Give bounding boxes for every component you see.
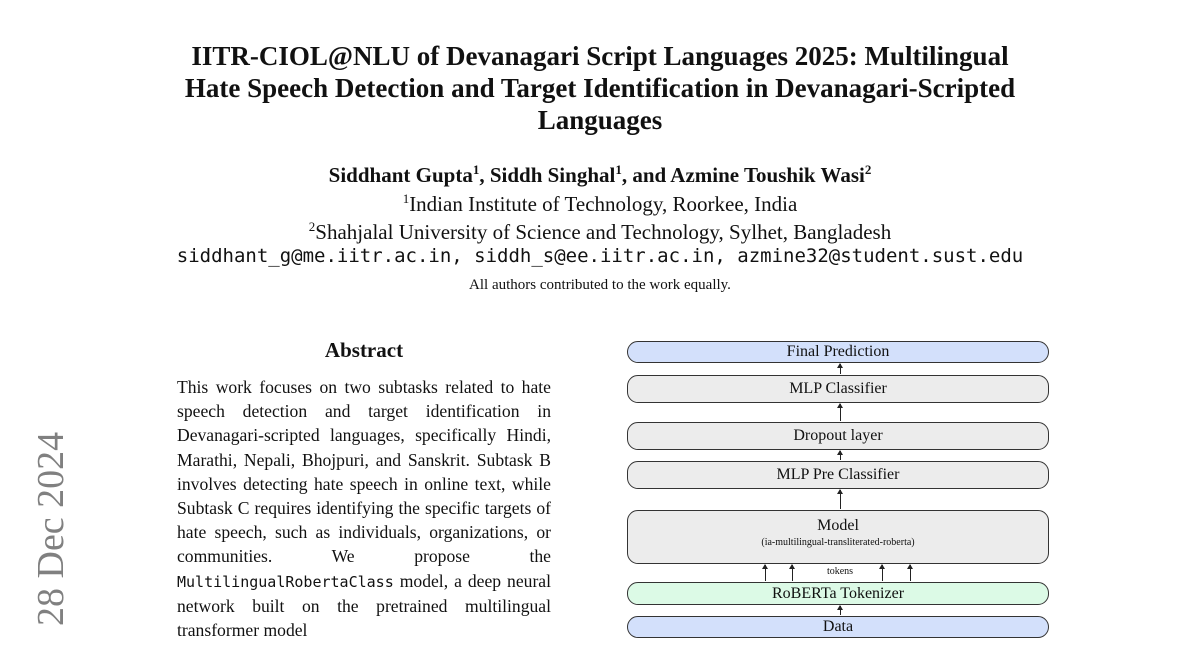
author-name: Azmine Toushik Wasi <box>670 163 865 187</box>
model-subtitle: (ia-multilingual-transliterated-roberta) <box>761 537 915 548</box>
abstract-text: model, a deep neural network built on the pretrained multilingual transformer model <box>177 570 551 641</box>
affiliation-mark: 2 <box>308 219 316 234</box>
arrow <box>840 451 841 460</box>
author-affiliation-mark: 1 <box>472 162 480 177</box>
abstract-body <box>177 375 551 642</box>
abstract-text: This work focuses on two subtasks related to hate speech detection and target identification in Devanagari-scripted languages, specifically Hindi, Marathi, Nepali, Bhojpuri, and Sanskrit. Subtask B involves detecting hate speech in online text, while Subtask C requires identifying the specific targets of hate speech, such as individuals, organizations, or communities. We propose the <box>177 377 551 567</box>
author-separator: , <box>479 163 490 187</box>
mlp-classifier-box: MLP Classifier <box>627 375 1049 403</box>
title-line-2: Hate Speech Detection and Target Identification in Devanagari-Scripted <box>184 73 1016 103</box>
arxiv-date-stamp: 28 Dec 2024 <box>30 431 72 626</box>
model-box <box>627 510 1049 564</box>
data-box: Data <box>627 616 1049 638</box>
arrow <box>840 364 841 374</box>
token-arrow <box>910 565 911 581</box>
arrow <box>840 490 841 509</box>
affiliation-text: Shahjalal University of Science and Technology, Sylhet, Bangladesh <box>315 220 892 244</box>
author-name: Siddhant Gupta <box>328 163 473 187</box>
author-separator: , and <box>621 163 671 187</box>
title-line-3: Languages <box>537 105 663 135</box>
model-title: Model <box>817 517 859 534</box>
tokens-label: tokens <box>826 566 854 577</box>
arrow <box>840 606 841 615</box>
affiliation-text: Indian Institute of Technology, Roorkee, India <box>409 192 798 216</box>
roberta-tokenizer-box: RoBERTa Tokenizer <box>627 582 1049 605</box>
author-affiliation-mark: 2 <box>864 162 872 177</box>
arrow <box>840 404 841 421</box>
architecture-diagram <box>620 336 1060 642</box>
token-arrow <box>882 565 883 581</box>
abstract-code-name: MultilingualRobertaClass <box>177 572 394 591</box>
abstract-heading: Abstract <box>324 338 404 362</box>
mlp-pre-classifier-box: MLP Pre Classifier <box>627 461 1049 489</box>
paper-title <box>130 40 1070 136</box>
author-emails: siddhant_g@me.iitr.ac.in, siddh_s@ee.iitr.ac.in, azmine32@student.sust.edu <box>176 245 1024 267</box>
affiliation-mark: 1 <box>402 191 410 206</box>
dropout-layer-box: Dropout layer <box>627 422 1049 450</box>
token-arrow <box>765 565 766 581</box>
author-affiliation-mark: 1 <box>615 162 622 177</box>
contribution-note: All authors contributed to the work equally. <box>469 277 731 293</box>
token-arrow <box>792 565 793 581</box>
final-prediction-box: Final Prediction <box>627 341 1049 363</box>
title-line-1: IITR-CIOL@NLU of Devanagari Script Languages 2025: Multilingual <box>191 41 1009 71</box>
author-name: Siddh Singhal <box>489 163 616 187</box>
